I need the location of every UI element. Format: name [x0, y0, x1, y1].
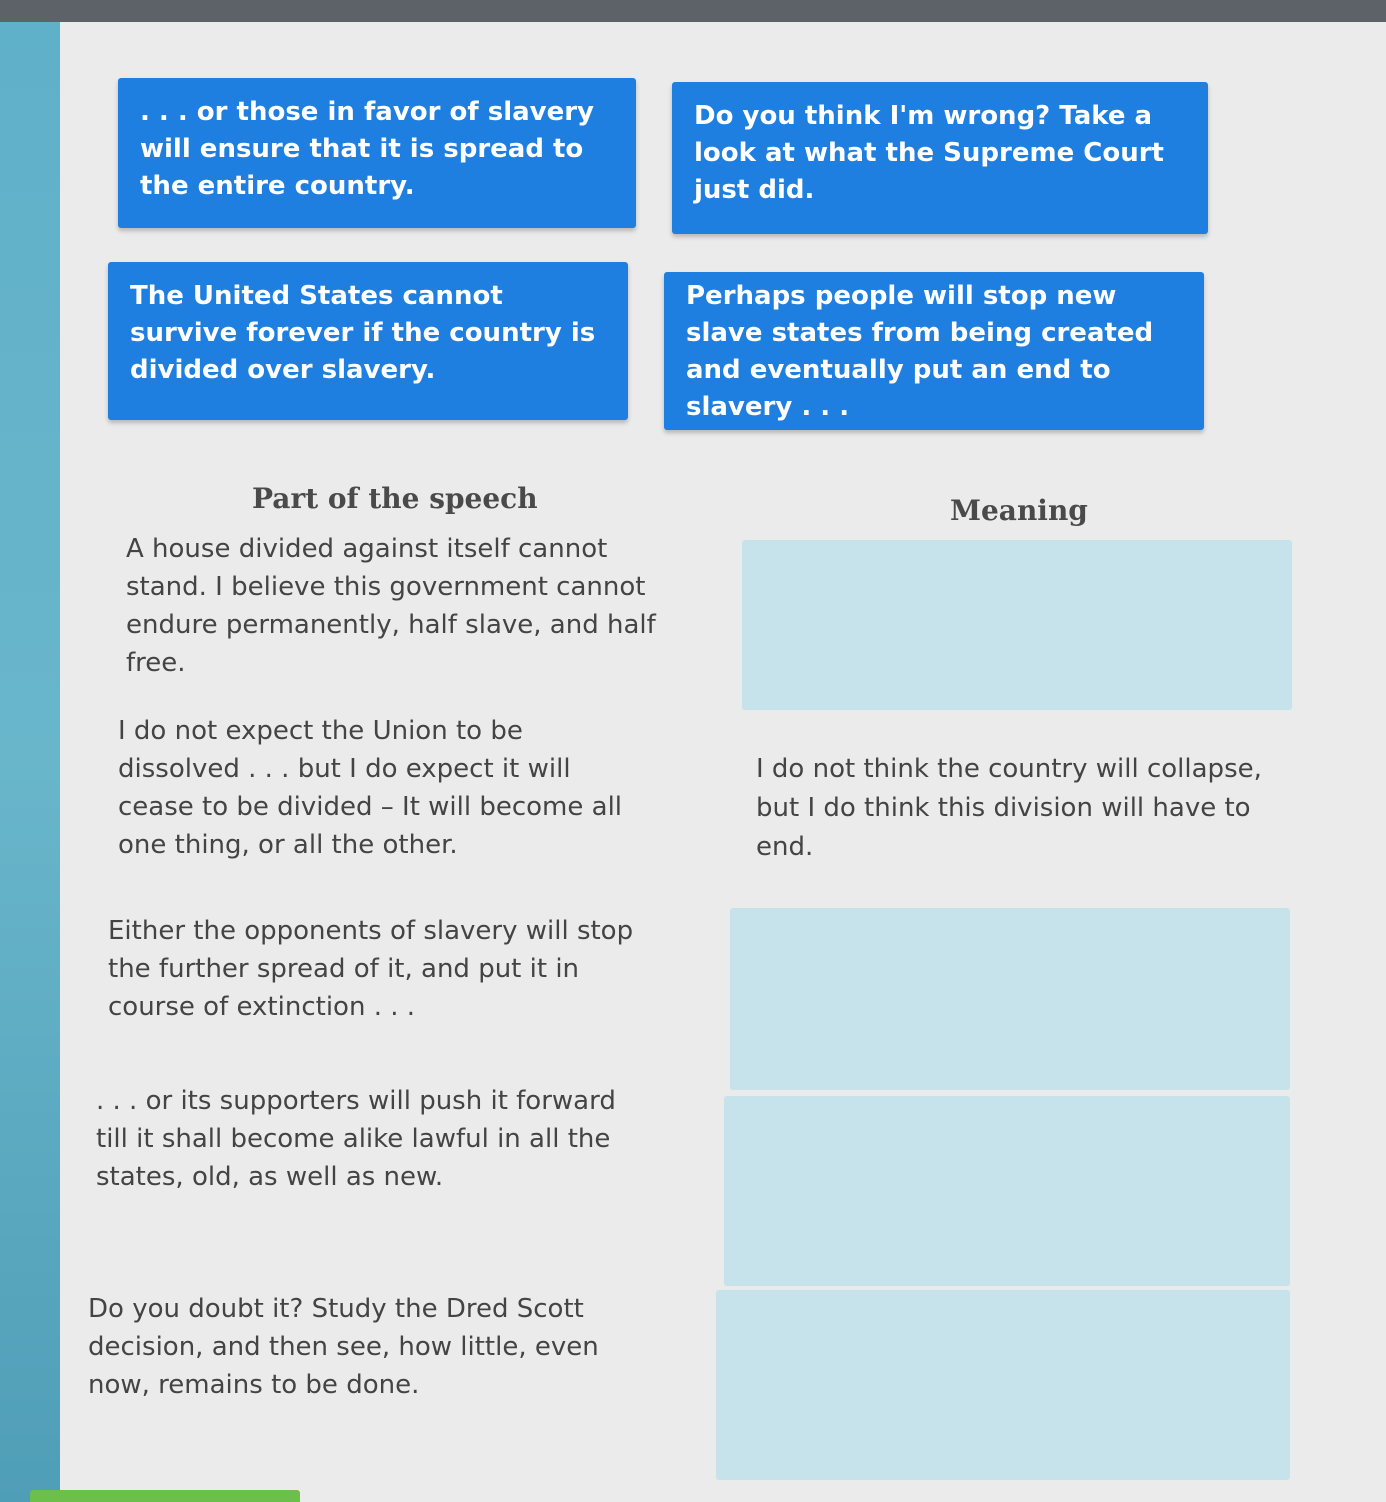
speech-text-row-2: I do not expect the Union to be dissolved . . . but I do expect it will cease to be divided – It will become all one thing, or all the other.: [118, 716, 623, 860]
browser-top-bar: [0, 0, 1386, 22]
speech-text-row-3: Either the opponents of slavery will stop the further spread of it, and put it in course of extinction . . .: [108, 916, 634, 1022]
speech-text-row-4: . . . or its supporters will push it forward till it shall become alike lawful in all the states, old, as well as new.: [96, 1086, 616, 1192]
meaning-drop-zone-row-5[interactable]: [716, 1290, 1290, 1480]
left-side-strip: [0, 22, 60, 1502]
answer-tile-spread-slavery[interactable]: . . . or those in favor of slavery will ensure that it is spread to the entire country.: [118, 78, 636, 228]
answer-tile-supreme-court[interactable]: Do you think I'm wrong? Take a look at what the Supreme Court just did.: [672, 82, 1208, 234]
part-of-speech-heading: Part of the speech: [252, 482, 538, 515]
meaning-drop-zone-row-1[interactable]: [742, 540, 1292, 710]
answer-tile-stop-new-slave-states[interactable]: Perhaps people will stop new slave states from being created and eventually put an end to slavery . . .: [664, 272, 1204, 430]
submit-button-edge[interactable]: [30, 1490, 300, 1502]
meaning-drop-zone-row-4[interactable]: [724, 1096, 1290, 1286]
speech-text-row-5: Do you doubt it? Study the Dred Scott decision, and then see, how little, even now, remains to be done.: [88, 1294, 599, 1400]
speech-text-row-1: A house divided against itself cannot stand. I believe this government cannot endure permanently, half slave, and half free.: [126, 534, 656, 678]
meaning-drop-zone-row-3[interactable]: [730, 908, 1290, 1090]
meaning-text-row-2[interactable]: I do not think the country will collapse, but I do think this division will have to end.: [756, 754, 1262, 862]
meaning-heading: Meaning: [950, 494, 1088, 527]
answer-tile-cannot-survive[interactable]: The United States cannot survive forever if the country is divided over slavery.: [108, 262, 628, 420]
